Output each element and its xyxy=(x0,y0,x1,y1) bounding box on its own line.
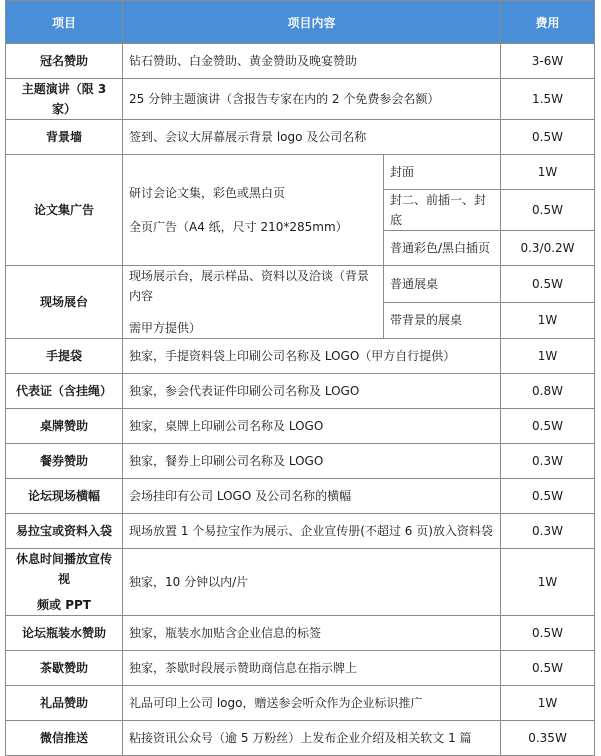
item-fee: 0.5W xyxy=(501,479,595,514)
item-content: 独家，瓶装水加贴含企业信息的标签 xyxy=(123,616,501,651)
option-fee: 0.5W xyxy=(501,190,595,231)
option-fee: 0.3/0.2W xyxy=(501,231,595,266)
item-fee: 0.5W xyxy=(501,409,595,444)
table-row xyxy=(6,374,595,409)
table-row xyxy=(6,651,595,686)
option-label: 普通彩色/黑白插页 xyxy=(384,231,501,266)
item-name: 茶歇赞助 xyxy=(6,651,123,686)
item-fee: 0.5W xyxy=(501,616,595,651)
item-content: 独家，10 分钟以内/片 xyxy=(123,549,501,616)
item-name: 论文集广告 xyxy=(6,155,123,266)
item-name: 桌牌赞助 xyxy=(6,409,123,444)
option-fee: 1W xyxy=(501,155,595,190)
item-content: 签到、会议大屏幕展示背景 logo 及公司名称 xyxy=(123,120,501,155)
item-name: 手提袋 xyxy=(6,339,123,374)
table-row xyxy=(6,479,595,514)
option-label: 封面 xyxy=(384,155,501,190)
table-row xyxy=(6,44,595,79)
content-line: 研讨会论文集，彩色或黑白页 xyxy=(129,186,286,200)
item-content: 钻石赞助、白金赞助、黄金赞助及晚宴赞助 xyxy=(123,44,501,79)
table-header-row xyxy=(6,1,595,44)
table-row xyxy=(6,79,595,120)
item-name: 现场展台 xyxy=(6,266,123,339)
item-name: 礼品赞助 xyxy=(6,686,123,721)
item-name xyxy=(6,549,123,616)
table-row xyxy=(6,120,595,155)
header-content: 项目内容 xyxy=(123,1,501,44)
item-fee: 0.5W xyxy=(501,651,595,686)
header-item: 项目 xyxy=(6,1,123,44)
item-fee: 1W xyxy=(501,549,595,616)
item-fee: 0.8W xyxy=(501,374,595,409)
item-content: 25 分钟主题演讲（含报告专家在内的 2 个免费参会名额） xyxy=(123,79,501,120)
item-content: 会场挂印有公司 LOGO 及公司名称的横幅 xyxy=(123,479,501,514)
item-fee: 1W xyxy=(501,339,595,374)
item-content: 独家，茶歇时段展示赞助商信息在指示牌上 xyxy=(123,651,501,686)
item-fee: 0.3W xyxy=(501,514,595,549)
item-name: 易拉宝或资料入袋 xyxy=(6,514,123,549)
item-fee: 3-6W xyxy=(501,44,595,79)
table-row xyxy=(6,514,595,549)
item-content xyxy=(123,155,384,266)
item-content: 独家，桌牌上印刷公司名称及 LOGO xyxy=(123,409,501,444)
item-content: 独家，餐券上印刷公司名称及 LOGO xyxy=(123,444,501,479)
table-row xyxy=(6,444,595,479)
item-content: 独家，参会代表证件印刷公司名称及 LOGO xyxy=(123,374,501,409)
item-name: 代表证（含挂绳） xyxy=(6,374,123,409)
item-fee: 1.5W xyxy=(501,79,595,120)
item-content: 现场放置 1 个易拉宝作为展示、企业宣传册(不超过 6 页)放入资料袋 xyxy=(123,514,501,549)
item-content: 独家，手提资料袋上印刷公司名称及 LOGO（甲方自行提供） xyxy=(123,339,501,374)
item-name: 微信推送 xyxy=(6,721,123,756)
content-line: 全页广告（A4 纸，尺寸 210*285mm） xyxy=(129,220,348,234)
table-row xyxy=(6,339,595,374)
sponsorship-table xyxy=(5,0,595,756)
item-name: 冠名赞助 xyxy=(6,44,123,79)
option-label: 封二、前插一、封底 xyxy=(384,190,501,231)
header-fee: 费用 xyxy=(501,1,595,44)
table-row xyxy=(6,549,595,616)
item-fee: 0.3W xyxy=(501,444,595,479)
item-name: 论坛瓶装水赞助 xyxy=(6,616,123,651)
name-line: 休息时间播放宣传视 xyxy=(15,552,112,586)
item-content xyxy=(123,266,384,339)
table-row xyxy=(6,266,595,303)
table-row xyxy=(6,686,595,721)
table-row xyxy=(6,616,595,651)
option-label: 普通展桌 xyxy=(384,266,501,303)
item-fee: 0.5W xyxy=(501,120,595,155)
table-row xyxy=(6,721,595,756)
item-fee: 1W xyxy=(501,686,595,721)
option-fee: 0.5W xyxy=(501,266,595,303)
content-line: 现场展示台，展示样品、资料以及洽谈（背景内容 xyxy=(129,269,370,303)
content-line: 需甲方提供） xyxy=(129,321,202,335)
item-name: 论坛现场横幅 xyxy=(6,479,123,514)
item-content: 礼品可印上公司 logo，赠送参会听众作为企业标识推广 xyxy=(123,686,501,721)
table-row xyxy=(6,409,595,444)
option-label: 带背景的展桌 xyxy=(384,302,501,339)
table-row xyxy=(6,155,595,190)
item-content: 粘接资讯公众号（逾 5 万粉丝）上发布企业介绍及相关软文 1 篇 xyxy=(123,721,501,756)
item-name: 主题演讲（限 3 家） xyxy=(6,79,123,120)
item-name: 背景墙 xyxy=(6,120,123,155)
option-fee: 1W xyxy=(501,302,595,339)
item-fee: 0.35W xyxy=(501,721,595,756)
name-line: 频或 PPT xyxy=(37,598,91,612)
item-name: 餐券赞助 xyxy=(6,444,123,479)
